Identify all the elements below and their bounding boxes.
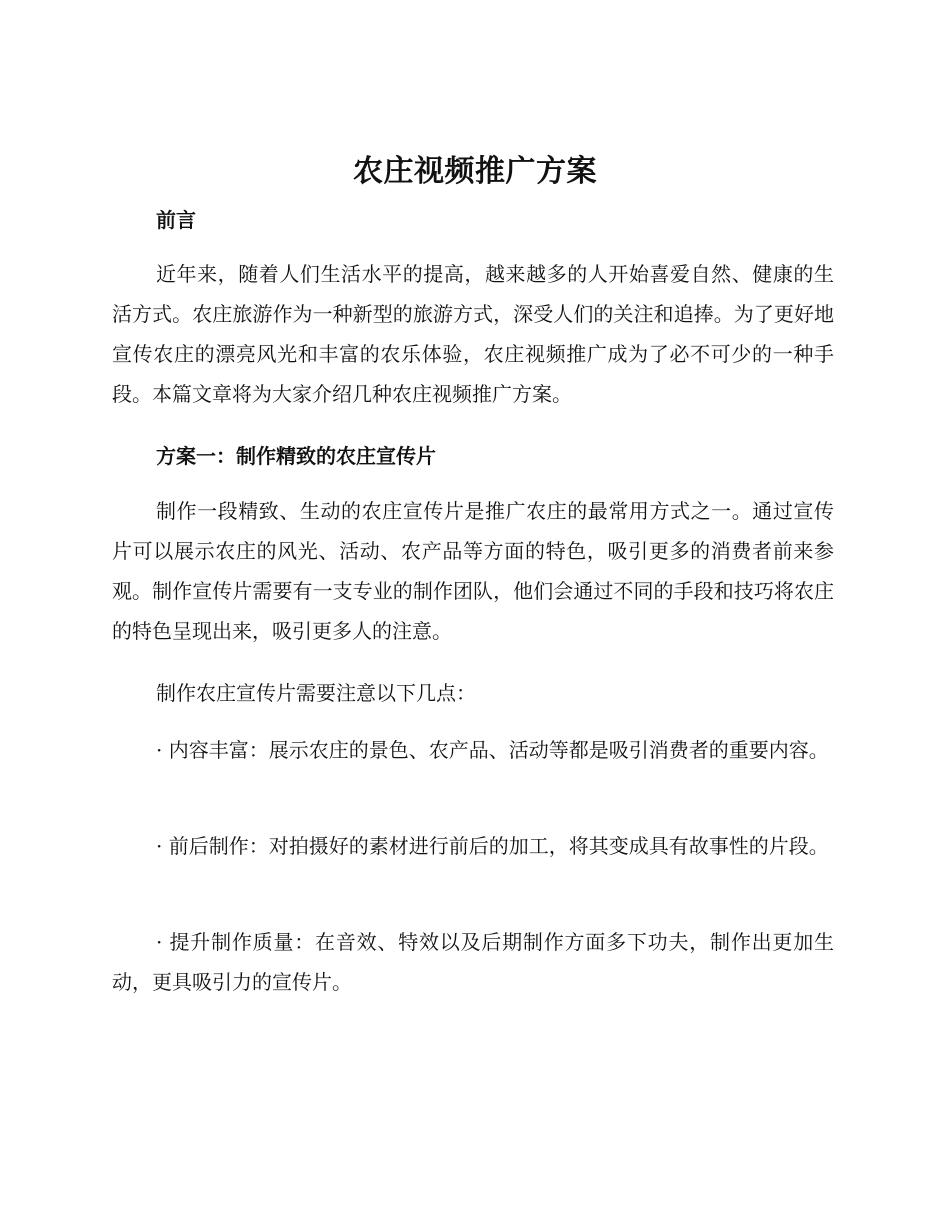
list-item-rich-content: · 内容丰富：展示农庄的景色、农产品、活动等都是吸引消费者的重要内容。: [156, 738, 829, 762]
list-item-post-production: · 前后制作：对拍摄好的素材进行前后的加工，将其变成具有故事性的片段。: [156, 834, 829, 858]
document-title: 农庄视频推广方案: [353, 154, 597, 189]
paragraph-preface: 近年来，随着人们生活水平的提高，越来越多的人开始喜爱自然、健康的生活方式。农庄旅游作为一种新型的旅游方式，深受人们的关注和追捧。为了更好地宣传农庄的漂亮风光和丰富的农乐体验，农庄视频推广成为了必不可少的一种手段。本篇文章将为大家介绍几种农庄视频推广方案。: [112, 262, 834, 406]
paragraph-plan-one-intro: 制作一段精致、生动的农庄宣传片是推广农庄的最常用方式之一。通过宣传片可以展示农庄的风光、活动、农产品等方面的特色，吸引更多的消费者前来参观。制作宣传片需要有一支专业的制作团队，他们会通过不同的手段和技巧将农庄的特色呈现出来，吸引更多人的注意。: [112, 499, 834, 643]
section-heading-preface: 前言: [156, 208, 196, 232]
paragraph-plan-one-notes: 制作农庄宣传片需要注意以下几点：: [156, 681, 476, 705]
section-heading-plan-one: 方案一：制作精致的农庄宣传片: [156, 444, 436, 468]
list-item-quality: · 提升制作质量：在音效、特效以及后期制作方面多下功夫，制作出更加生动，更具吸引力的宣传片。: [112, 930, 834, 994]
